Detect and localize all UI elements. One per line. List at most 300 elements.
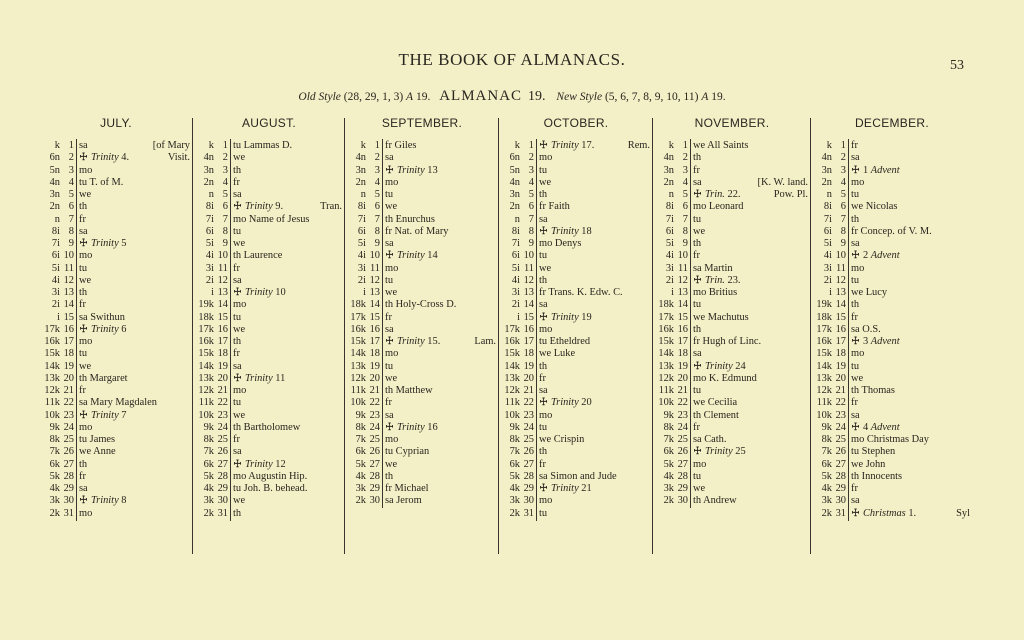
dominical-letter: 3n xyxy=(49,189,60,200)
day-row xyxy=(346,471,498,483)
dominical-letter: 8k xyxy=(509,434,520,445)
day-text: Trinity xyxy=(396,421,425,433)
day-row xyxy=(346,165,498,177)
day-row xyxy=(654,312,810,324)
day-number: 26 xyxy=(523,446,534,458)
dominical-letter: 15k xyxy=(44,348,60,360)
day-number: 21 xyxy=(523,385,534,396)
day-entry xyxy=(539,238,581,250)
dominical-letter: 4n xyxy=(355,152,366,164)
day-text-suffix: Advent xyxy=(870,250,900,262)
day-entry xyxy=(233,189,242,201)
almanac-number: 19. xyxy=(528,89,546,104)
day-text: fr Michael xyxy=(385,483,429,494)
dominical-letter: n xyxy=(668,189,674,200)
day-text: th Andrew xyxy=(693,495,737,507)
dominical-letter: 6k xyxy=(203,458,214,470)
day-number: 8 xyxy=(682,225,688,237)
dominical-letter: 11k xyxy=(44,397,60,409)
day-text: th xyxy=(79,201,88,213)
day-text: fr xyxy=(385,397,392,409)
day-text: we John xyxy=(851,458,886,470)
day-number: 23 xyxy=(835,409,846,421)
day-number: 6 xyxy=(840,201,846,213)
day-row xyxy=(40,238,192,250)
day-entry xyxy=(851,483,858,495)
day-text-suffix: Advent xyxy=(870,336,900,347)
day-text: sa Jerom xyxy=(385,495,422,507)
day-entry xyxy=(79,287,87,299)
day-number: 29 xyxy=(63,483,74,494)
dominical-letter: 18k xyxy=(658,299,674,311)
sunday-cross-icon: ☩ xyxy=(233,201,242,213)
day-row xyxy=(654,348,810,360)
sunday-cross-icon: ☩ xyxy=(385,164,394,176)
old-style-label: Old Style xyxy=(298,91,341,103)
day-row xyxy=(812,152,972,164)
day-row xyxy=(194,336,344,348)
dominical-letter: 13k xyxy=(350,360,366,372)
day-entry xyxy=(385,422,438,434)
day-text: we Crispin xyxy=(539,434,585,445)
day-entry xyxy=(539,201,570,213)
day-entry xyxy=(539,397,592,409)
dominical-letter: 6k xyxy=(509,458,520,470)
month-column xyxy=(346,116,498,556)
day-text-suffix: 22. xyxy=(727,189,741,200)
new-style-number: 19. xyxy=(711,91,726,103)
sunday-cross-icon: ☩ xyxy=(539,225,548,237)
day-note-right: Rem. xyxy=(627,140,650,151)
day-number: 16 xyxy=(63,323,74,335)
dominical-letter: 2k xyxy=(49,507,60,519)
dominical-letter: 15k xyxy=(198,348,214,360)
day-text: sa xyxy=(233,274,242,286)
dominical-letter: 6k xyxy=(49,458,60,470)
day-number: 11 xyxy=(677,262,688,274)
day-text: we xyxy=(233,323,246,335)
dominical-letter: 4i xyxy=(823,250,832,262)
dominical-letter: 10k xyxy=(658,397,674,409)
day-row xyxy=(812,495,972,507)
dominical-letter: 4n xyxy=(49,176,60,188)
day-number: 11 xyxy=(217,262,228,274)
day-text: th xyxy=(79,458,88,470)
day-number: 3 xyxy=(374,164,380,176)
day-row xyxy=(654,226,810,238)
day-entry xyxy=(693,250,700,262)
day-note-right: Visit. xyxy=(167,152,190,164)
day-entry xyxy=(385,324,394,336)
day-entry xyxy=(233,410,245,422)
day-text: we Lucy xyxy=(851,287,888,298)
day-text: tu xyxy=(79,262,88,274)
day-entry xyxy=(539,312,592,324)
day-row xyxy=(812,397,972,409)
day-text: tu Stephen xyxy=(851,446,896,458)
day-row xyxy=(346,238,498,250)
dominical-letter: 8i xyxy=(357,201,366,213)
day-number: 9 xyxy=(840,238,846,249)
dominical-letter: 3k xyxy=(663,483,674,494)
day-row xyxy=(346,189,498,201)
dominical-letter: n xyxy=(208,189,214,200)
day-number: 1 xyxy=(528,140,534,151)
day-row xyxy=(194,422,344,434)
day-row xyxy=(194,299,344,311)
day-entry xyxy=(851,299,859,311)
day-entry xyxy=(851,250,900,262)
day-text: th xyxy=(851,299,860,311)
sunday-cross-icon: ☩ xyxy=(851,336,860,347)
day-entry xyxy=(851,287,887,299)
day-text: th xyxy=(539,189,548,200)
day-text: tu xyxy=(233,225,242,237)
day-text: th Thomas xyxy=(851,385,895,396)
day-number: 9 xyxy=(222,238,228,249)
day-number: 4 xyxy=(374,176,380,188)
day-number: 18 xyxy=(369,348,380,360)
day-text-suffix: 12 xyxy=(275,458,286,470)
day-text: fr xyxy=(79,470,86,482)
day-entry xyxy=(539,165,547,177)
dominical-letter: 4k xyxy=(355,470,366,482)
day-text: th xyxy=(693,238,702,249)
dominical-letter: 5k xyxy=(821,470,832,482)
day-text: sa xyxy=(79,140,88,151)
day-text: mo xyxy=(385,262,399,274)
day-text: tu xyxy=(233,397,242,409)
dominical-letter: 8k xyxy=(821,434,832,445)
day-row xyxy=(194,471,344,483)
sunday-cross-icon: ☩ xyxy=(539,397,548,409)
day-number: 19 xyxy=(369,360,380,372)
day-entry xyxy=(79,410,127,422)
month-title: JULY. xyxy=(100,116,132,130)
day-text: mo xyxy=(851,262,865,274)
day-row xyxy=(346,361,498,373)
day-number: 11 xyxy=(835,262,846,274)
day-row xyxy=(812,446,972,458)
day-row xyxy=(40,373,192,385)
day-entry xyxy=(851,226,932,238)
day-text: th Margaret xyxy=(79,372,128,384)
day-row xyxy=(812,250,972,262)
day-number: 5 xyxy=(528,189,534,200)
dominical-letter: 5k xyxy=(355,458,366,470)
day-entry xyxy=(385,446,429,458)
day-entry xyxy=(693,397,737,409)
day-text: fr xyxy=(851,311,858,323)
day-text-suffix: 24 xyxy=(735,360,746,372)
dominical-letter: 6i xyxy=(665,225,674,237)
day-entry xyxy=(693,422,700,434)
day-row xyxy=(194,410,344,422)
day-text-suffix: Advent xyxy=(870,421,900,433)
day-entry xyxy=(539,287,623,299)
day-entry xyxy=(851,508,916,520)
day-number: 14 xyxy=(835,299,846,311)
dominical-letter: 8i xyxy=(665,201,674,213)
dominical-letter: 3i xyxy=(357,262,366,274)
day-text: Trinity xyxy=(396,250,425,262)
day-row xyxy=(194,312,344,324)
dominical-letter: 8i xyxy=(205,201,214,213)
day-number: 19 xyxy=(835,360,846,372)
day-number: 3 xyxy=(528,164,534,176)
day-entry xyxy=(385,287,397,299)
day-row xyxy=(812,459,972,471)
day-number: 24 xyxy=(217,421,228,433)
day-number: 18 xyxy=(523,348,534,360)
dominical-letter: 5i xyxy=(357,238,366,249)
day-entry xyxy=(539,459,546,471)
dominical-letter: 3i xyxy=(205,262,214,274)
day-number: 8 xyxy=(840,225,846,237)
day-row xyxy=(500,508,652,520)
dominical-letter: 6k xyxy=(663,446,674,458)
day-text: Trinity xyxy=(550,397,579,409)
month-separator xyxy=(498,118,499,554)
day-row xyxy=(812,238,972,250)
day-text: we xyxy=(693,483,706,494)
day-number: 3 xyxy=(68,164,74,176)
new-style-label: New Style xyxy=(556,91,603,103)
day-number: 10 xyxy=(217,250,228,262)
dominical-letter: 7k xyxy=(203,446,214,458)
day-row xyxy=(500,263,652,275)
day-row xyxy=(346,483,498,495)
day-entry xyxy=(851,152,860,164)
dominical-letter: 15k xyxy=(658,336,674,347)
day-row xyxy=(346,422,498,434)
day-entry xyxy=(79,471,86,483)
month-column xyxy=(500,116,652,556)
day-number: 10 xyxy=(63,250,74,262)
day-number: 14 xyxy=(217,299,228,311)
day-text: fr xyxy=(693,164,700,176)
dominical-letter: 2k xyxy=(203,507,214,519)
day-entry xyxy=(693,385,701,397)
day-number: 7 xyxy=(840,213,846,225)
almanac-style-line xyxy=(0,88,1024,105)
day-entry xyxy=(385,189,393,201)
dominical-letter: n xyxy=(514,213,520,225)
day-number: 19 xyxy=(523,360,534,372)
day-text: Trinity xyxy=(550,225,579,237)
dominical-letter: 5n xyxy=(49,164,60,176)
day-row xyxy=(812,177,972,189)
day-entry xyxy=(539,483,592,495)
day-number: 30 xyxy=(835,495,846,507)
dominical-letter: 17k xyxy=(350,311,366,323)
day-entry xyxy=(851,422,900,434)
day-text: mo xyxy=(233,299,247,311)
dominical-letter: 6n xyxy=(49,152,60,164)
day-entry xyxy=(693,373,757,385)
dominical-letter: 16k xyxy=(198,336,214,347)
sunday-cross-icon: ☩ xyxy=(539,140,548,151)
day-text: fr xyxy=(233,176,240,188)
dominical-letter: 2i xyxy=(357,274,366,286)
day-row xyxy=(812,312,972,324)
day-text-suffix: 4. xyxy=(121,152,130,164)
day-text: th Matthew xyxy=(385,385,433,396)
dominical-letter: 13k xyxy=(198,372,214,384)
day-row xyxy=(346,140,498,152)
day-row xyxy=(194,214,344,226)
day-number: 12 xyxy=(63,274,74,286)
day-number: 30 xyxy=(217,495,228,507)
day-entry xyxy=(79,238,127,250)
day-number: 25 xyxy=(677,434,688,445)
dominical-letter: 3n xyxy=(663,164,674,176)
day-text: Trinity xyxy=(704,360,733,372)
dominical-letter: 2i xyxy=(205,274,214,286)
sunday-cross-icon: ☩ xyxy=(79,152,88,164)
day-text: we xyxy=(233,409,246,421)
day-text: fr Hugh of Linc. xyxy=(693,336,762,347)
day-entry xyxy=(693,324,701,336)
dominical-letter: 12k xyxy=(816,385,832,396)
day-entry xyxy=(385,312,392,324)
dominical-letter: 6i xyxy=(823,225,832,237)
dominical-letter: 3i xyxy=(51,287,60,298)
day-number: 17 xyxy=(217,336,228,347)
day-row xyxy=(40,250,192,262)
day-text: th Laurence xyxy=(233,250,283,262)
day-text: sa xyxy=(693,176,702,188)
day-number: 2 xyxy=(374,152,380,164)
day-row xyxy=(500,471,652,483)
day-text: we xyxy=(385,287,398,298)
day-entry xyxy=(79,385,86,397)
dominical-letter: 7i xyxy=(357,213,366,225)
day-number: 25 xyxy=(63,434,74,445)
sunday-cross-icon: ☩ xyxy=(851,250,860,262)
dominical-letter: 4i xyxy=(511,274,520,286)
day-row xyxy=(654,336,810,348)
day-text: we xyxy=(385,458,398,470)
day-text: mo xyxy=(79,164,93,176)
day-row xyxy=(194,287,344,299)
day-text: sa xyxy=(385,323,394,335)
sunday-cross-icon: ☩ xyxy=(79,495,88,507)
day-text: sa xyxy=(79,225,88,237)
dominical-letter: 4i xyxy=(665,250,674,262)
day-row xyxy=(654,483,810,495)
day-number: 30 xyxy=(63,495,74,507)
dominical-letter: 6i xyxy=(51,250,60,262)
day-text: th xyxy=(693,323,702,335)
dominical-letter: 16k xyxy=(350,323,366,335)
day-text: fr xyxy=(79,299,86,311)
dominical-letter: 5k xyxy=(203,470,214,482)
day-number: 22 xyxy=(63,397,74,409)
day-entry xyxy=(693,152,701,164)
day-entry xyxy=(851,348,864,360)
day-rows xyxy=(346,140,498,508)
dominical-letter: 13k xyxy=(658,360,674,372)
dominical-letter: 7i xyxy=(51,238,60,249)
day-text: th Bartholomew xyxy=(233,421,301,433)
day-text: sa xyxy=(385,152,394,164)
day-number: 6 xyxy=(222,201,228,213)
day-entry xyxy=(851,165,900,177)
dominical-letter: 10k xyxy=(198,409,214,421)
day-text: 1 xyxy=(862,164,869,176)
day-row xyxy=(194,373,344,385)
dominical-letter: 2k xyxy=(821,507,832,519)
dominical-letter: 7k xyxy=(49,446,60,458)
day-entry xyxy=(851,263,864,275)
day-text: mo xyxy=(385,176,399,188)
day-entry xyxy=(693,214,701,226)
day-row xyxy=(654,275,810,287)
dominical-letter: 3n xyxy=(821,164,832,176)
day-row xyxy=(346,287,498,299)
sunday-cross-icon: ☩ xyxy=(79,323,88,335)
dominical-letter: 2k xyxy=(509,507,520,519)
dominical-letter: n xyxy=(826,189,832,200)
day-text: mo Name of Jesus xyxy=(233,213,310,225)
day-number: 15 xyxy=(369,311,380,323)
day-row xyxy=(654,373,810,385)
day-entry xyxy=(233,152,245,164)
day-row xyxy=(654,361,810,373)
day-entry xyxy=(539,189,547,201)
dominical-letter: 3k xyxy=(49,495,60,507)
day-row xyxy=(40,189,192,201)
day-number: 24 xyxy=(835,421,846,433)
day-number: 28 xyxy=(835,470,846,482)
day-number: 5 xyxy=(840,189,846,200)
day-text-suffix: 13 xyxy=(427,164,438,176)
day-number: 31 xyxy=(523,507,534,519)
day-number: 25 xyxy=(835,434,846,445)
dominical-letter: 14k xyxy=(44,360,60,372)
day-text: sa O.S. xyxy=(851,323,881,335)
day-entry xyxy=(233,422,300,434)
day-row xyxy=(812,336,972,348)
day-row xyxy=(40,287,192,299)
day-divider xyxy=(230,507,231,521)
day-number: 13 xyxy=(835,287,846,298)
day-text-suffix: 1. xyxy=(908,507,917,519)
day-row xyxy=(40,459,192,471)
day-row xyxy=(500,299,652,311)
day-number: 21 xyxy=(835,385,846,396)
day-entry xyxy=(693,238,701,250)
day-number: 15 xyxy=(835,311,846,323)
day-text-suffix: 15. xyxy=(427,336,441,347)
day-row xyxy=(194,459,344,471)
day-number: 1 xyxy=(840,140,846,151)
day-entry xyxy=(233,446,242,458)
dominical-letter: 12k xyxy=(658,372,674,384)
dominical-letter: 16k xyxy=(504,336,520,347)
day-text-suffix: 16 xyxy=(427,421,438,433)
day-row xyxy=(654,214,810,226)
day-number: 17 xyxy=(369,336,380,347)
day-number: 10 xyxy=(523,250,534,262)
day-text: sa xyxy=(385,409,394,421)
day-entry xyxy=(539,471,617,483)
day-entry xyxy=(693,459,706,471)
day-number: 1 xyxy=(68,140,74,151)
dominical-letter: 14k xyxy=(198,360,214,372)
day-row xyxy=(346,226,498,238)
